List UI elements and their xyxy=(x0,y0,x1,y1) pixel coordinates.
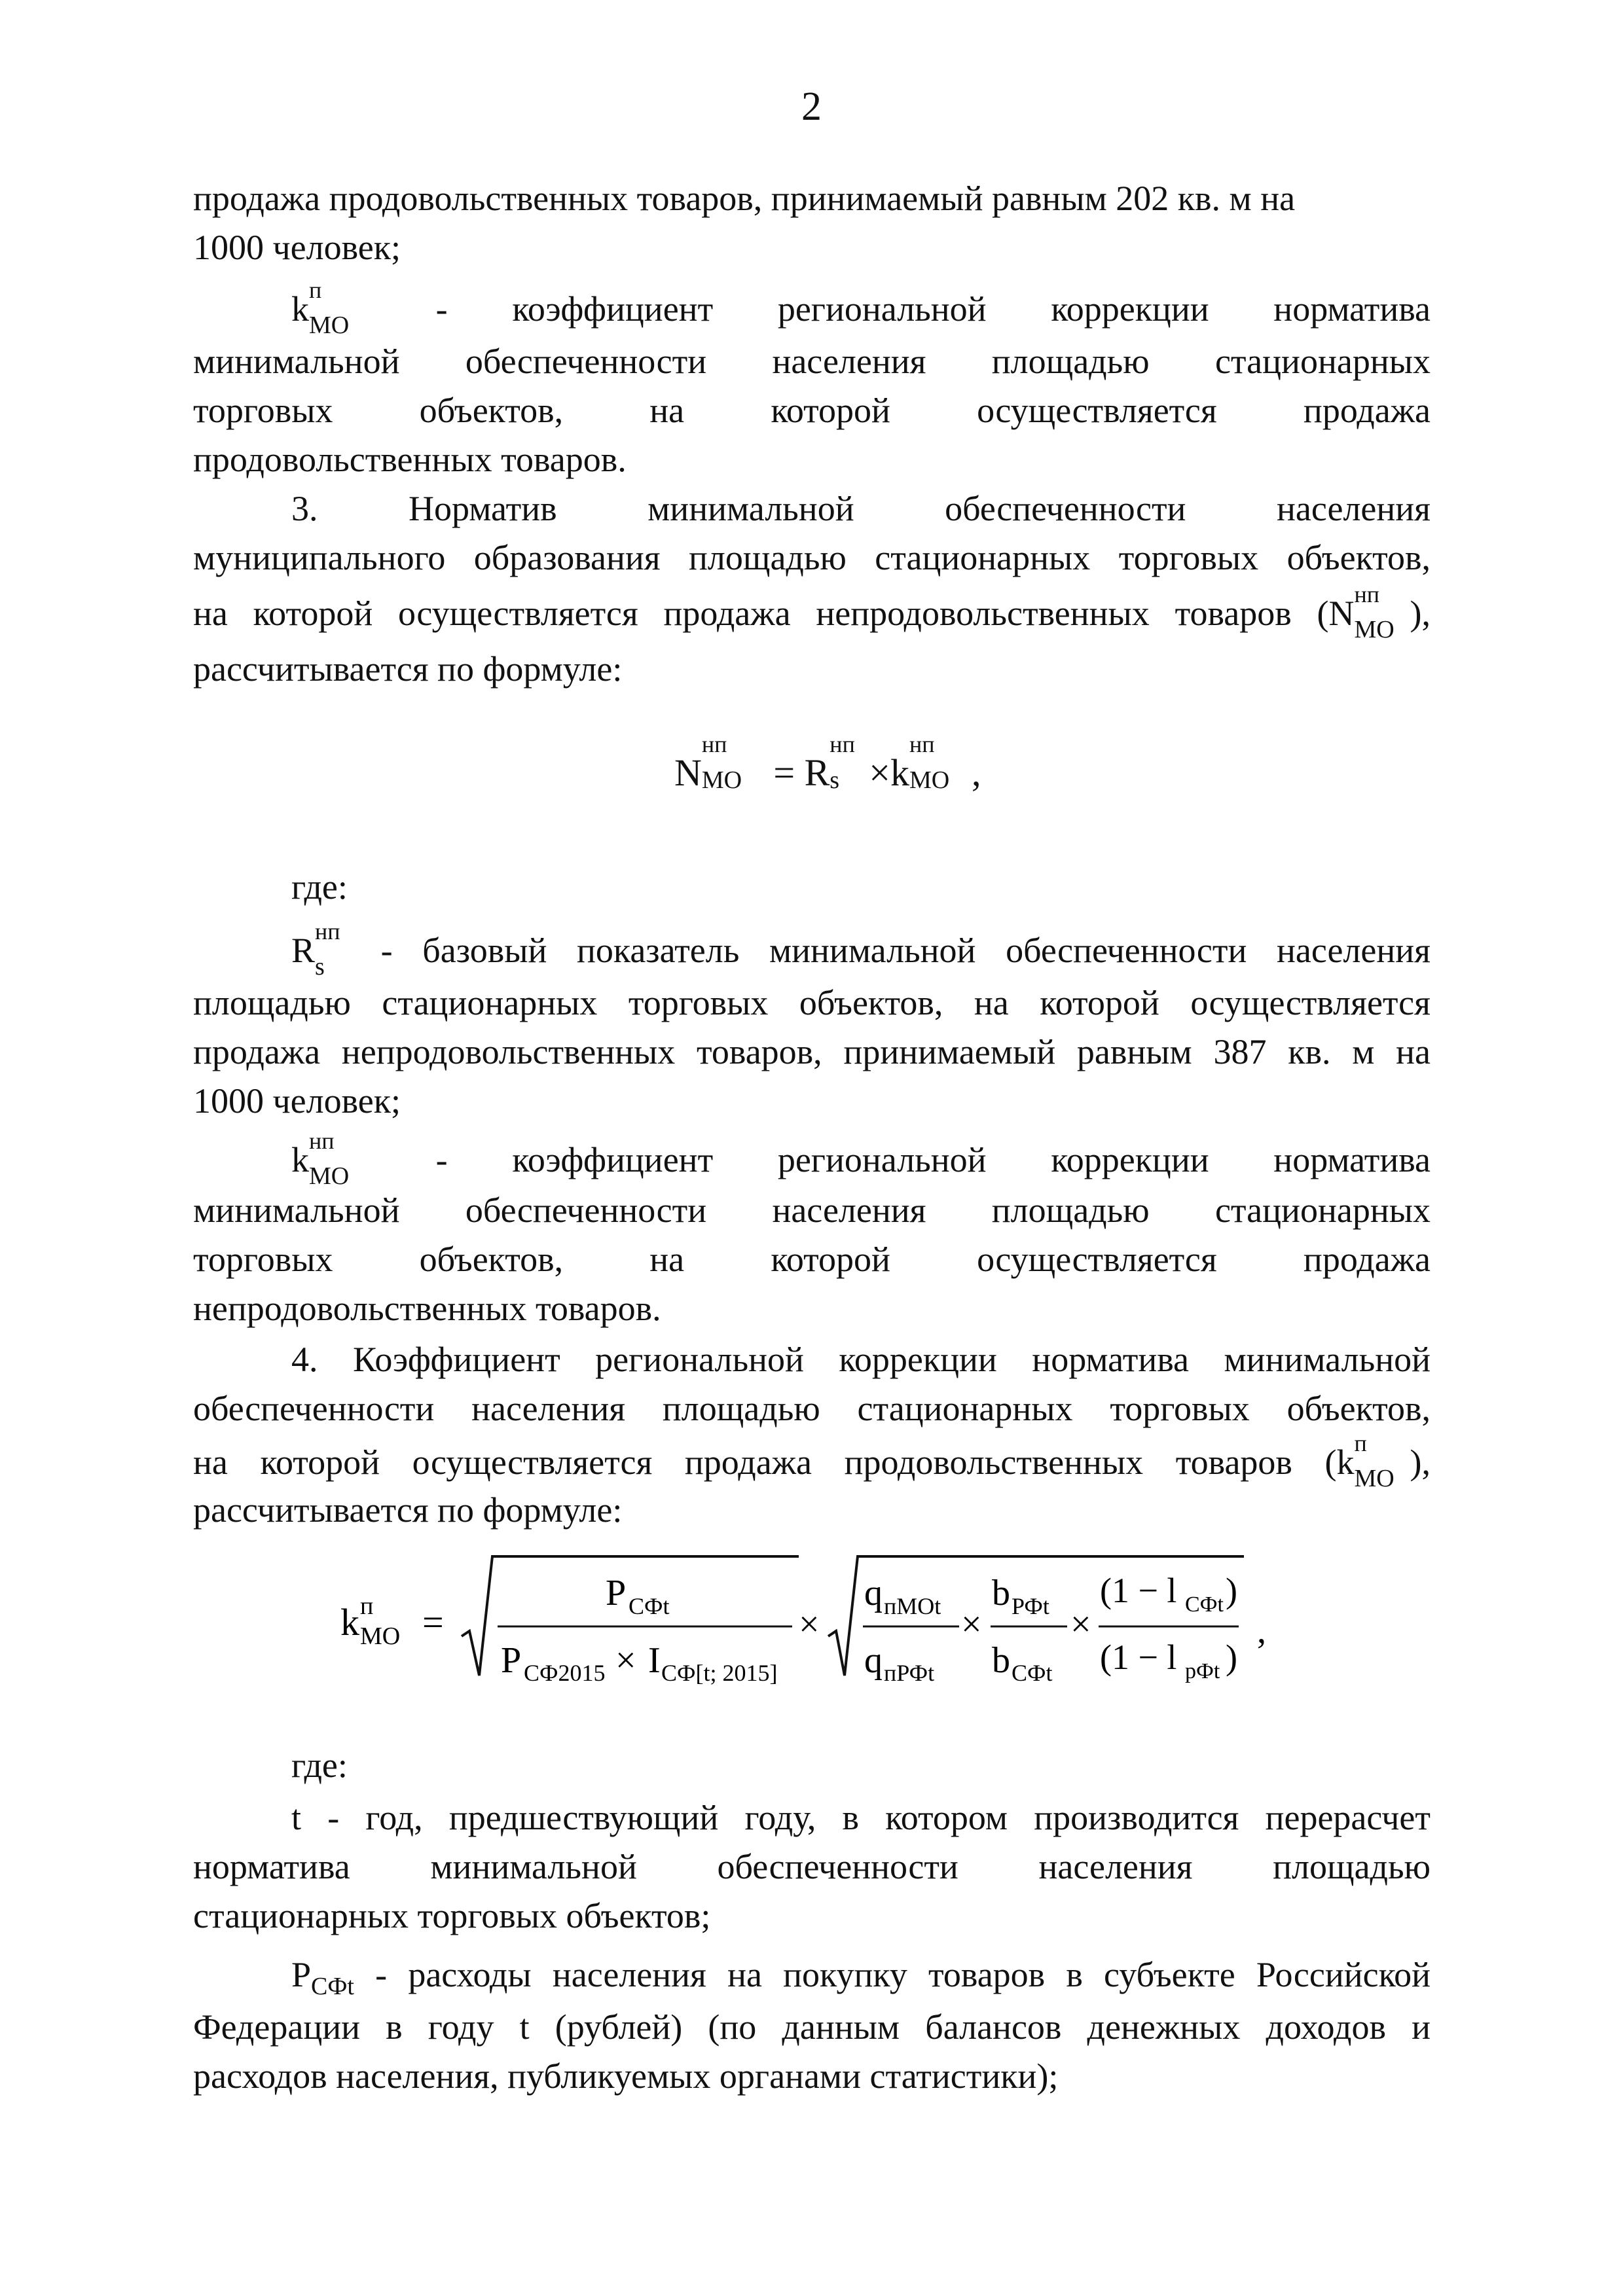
formula-k: k xyxy=(340,1601,359,1643)
formula-times: × xyxy=(961,1604,982,1645)
formula-sub: пМОt xyxy=(884,1593,941,1619)
formula-q: q xyxy=(864,1640,883,1681)
paragraph-line: рассчитывается по формуле: xyxy=(193,649,623,689)
paragraph-line: рассчитывается по формуле: xyxy=(193,1490,623,1530)
formula-sub: СФt xyxy=(629,1593,670,1619)
formula-one-minus-l: (1 − l xyxy=(1100,1571,1177,1610)
formula-paren: ) xyxy=(1226,1571,1237,1610)
symbol-p-sft: $P_{СФt}$ xyxy=(291,1955,354,2000)
symbol-k-p: k п МО xyxy=(1336,1430,1395,1492)
paragraph-line: площадью стационарных торговых объектов, на которой осуществляется xyxy=(193,983,1431,1022)
symbol-rs-np: R нп s xyxy=(291,918,340,980)
paragraph-line: стационарных торговых объектов; xyxy=(193,1896,711,1935)
formula-sub: пРФt xyxy=(884,1660,935,1686)
symbol-k-np: k нп МО xyxy=(291,1128,350,1190)
formula-q: q xyxy=(864,1573,883,1613)
formula-P: P xyxy=(606,1573,627,1613)
paragraph-line: 3. Норматив минимальной обеспеченности населения xyxy=(291,489,1431,528)
formula-comma: , xyxy=(1257,1611,1266,1651)
formula-times: × xyxy=(799,1604,820,1645)
paragraph-line: 1000 человек; xyxy=(193,228,401,267)
paragraph-line: норматива минимальной обеспеченности населения площадью xyxy=(193,1847,1431,1886)
formula-I: I xyxy=(648,1640,661,1681)
paragraph-line: торговых объектов, на которой осуществляется продажа xyxy=(193,1240,1431,1279)
paragraph-text: на которой осуществляется продажа непродовольственных товаров ( xyxy=(193,594,1329,633)
formula-k-p xyxy=(340,1545,1296,1702)
paragraph-line: 1000 человек; xyxy=(193,1081,401,1121)
where-label: где: xyxy=(291,867,348,906)
definition-text: - коэффициент региональной коррекции норматива xyxy=(435,289,1431,329)
paragraph-line-with-symbol xyxy=(193,1430,1431,1492)
formula-sub: СФ2015 xyxy=(524,1660,606,1686)
paragraph-text: ), xyxy=(1410,594,1431,633)
definition-k-p xyxy=(193,277,1431,339)
formula-one-minus-l: (1 − l xyxy=(1100,1638,1177,1677)
formula-times: × xyxy=(615,1640,636,1681)
formula-sub-mo: МО xyxy=(360,1623,401,1650)
definition-p-sft xyxy=(193,1950,1431,2000)
definition-text: - расходы населения на покупку товаров в субъекте Российской xyxy=(375,1955,1431,1994)
formula-sup-p: п xyxy=(360,1592,374,1620)
paragraph-line: обеспеченности населения площадью стационарных торговых объектов, xyxy=(193,1389,1431,1428)
paragraph-line: 4. Коэффициент региональной коррекции норматива минимальной xyxy=(291,1340,1431,1379)
paragraph-line: непродовольственных товаров. xyxy=(193,1289,661,1328)
formula-eq: = xyxy=(422,1601,444,1643)
formula-sub: РФt xyxy=(1012,1593,1049,1619)
paragraph-line: муниципального образования площадью стационарных торговых объектов, xyxy=(193,538,1431,577)
paragraph-line: торговых объектов, на которой осуществляется продажа xyxy=(193,391,1431,430)
paragraph-line: минимальной обеспеченности населения площадью стационарных xyxy=(193,1191,1431,1230)
paragraph-line: расходов населения, публикуемых органами статистики); xyxy=(193,2056,1059,2096)
formula-paren: ) xyxy=(1226,1638,1237,1677)
symbol-k-p: k п МО xyxy=(291,277,350,339)
formula-sub: рФt xyxy=(1185,1659,1220,1683)
paragraph-line: Федерации в году t (рублей) (по данным балансов денежных доходов и xyxy=(193,2007,1431,2047)
paragraph-line: минимальной обеспеченности населения площадью стационарных xyxy=(193,342,1431,381)
formula-P: P xyxy=(501,1640,522,1681)
formula-sub: СФ[t; 2015] xyxy=(661,1660,778,1686)
definition-text: - базовый показатель минимальной обеспеченности населения xyxy=(380,931,1431,970)
definition-text: - коэффициент региональной коррекции норматива xyxy=(435,1140,1431,1179)
paragraph-line: продажа непродовольственных товаров, принимаемый равным 387 кв. м на xyxy=(193,1032,1431,1071)
formula-sub: СФt xyxy=(1012,1660,1053,1686)
formula-b: b xyxy=(992,1640,1010,1681)
formula-times: × xyxy=(1070,1604,1091,1645)
definition-rs xyxy=(193,918,1431,980)
definition-k-np xyxy=(193,1128,1431,1190)
paragraph-text: ), xyxy=(1410,1443,1431,1482)
paragraph-text: на которой осуществляется продажа продовольственных товаров ( xyxy=(193,1443,1337,1482)
paragraph-line: продовольственных товаров. xyxy=(193,440,627,479)
page-number: 2 xyxy=(801,84,822,129)
formula-b: b xyxy=(992,1573,1010,1613)
where-label: где: xyxy=(291,1746,348,1785)
formula-n-np: N нп МО = R нп s ×k нп МО , xyxy=(674,731,981,794)
symbol-N-np: N нп МО xyxy=(1328,581,1395,643)
formula-sub: СФt xyxy=(1185,1592,1224,1617)
paragraph-line: продажа продовольственных товаров, принимаемый равным 202 кв. м на xyxy=(193,179,1296,218)
paragraph-line-with-symbol xyxy=(193,581,1431,643)
paragraph-line: t - год, предшествующий году, в котором производится перерасчет xyxy=(291,1798,1431,1837)
